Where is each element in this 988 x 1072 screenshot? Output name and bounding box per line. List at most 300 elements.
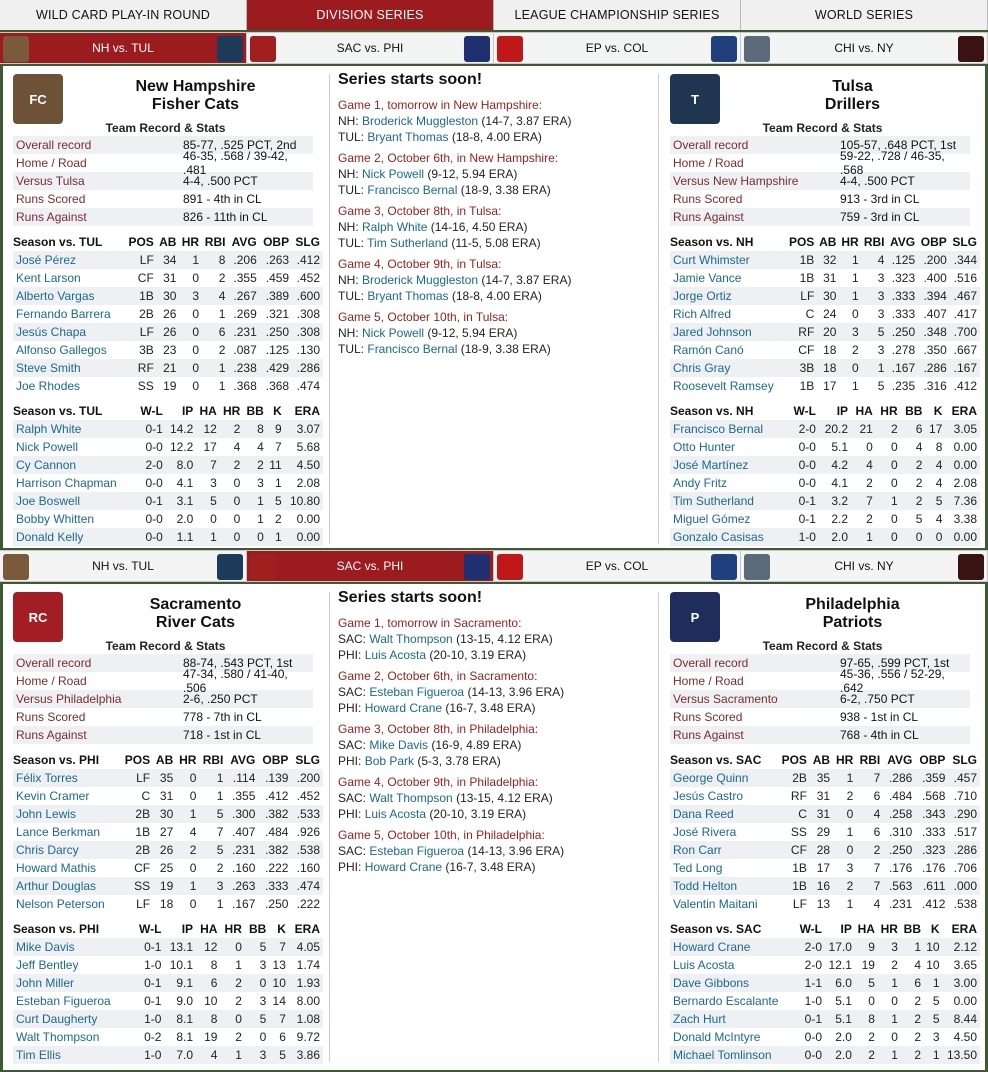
new-york-logo xyxy=(958,554,984,580)
starter-line xyxy=(338,182,638,198)
pitcher-row xyxy=(13,510,323,528)
game-title: Game 1, tomorrow in Sacramento: xyxy=(338,616,522,630)
stat-cell: 0 xyxy=(189,789,197,803)
pitcher-row xyxy=(13,992,323,1010)
player-name-link[interactable]: Dave Gibbons xyxy=(673,976,750,990)
stat-cell: 0 xyxy=(210,512,217,526)
player-name-link[interactable]: Michael Tomlinson xyxy=(673,1048,772,1062)
column-header: BB xyxy=(248,921,267,936)
starter-name-link[interactable]: Howard Crane xyxy=(364,860,443,874)
player-name-link[interactable]: Gonzalo Casisas xyxy=(673,530,764,544)
team-abbr: NH: xyxy=(338,220,359,234)
starter-name-link[interactable]: Bob Park xyxy=(364,754,415,768)
team-name xyxy=(720,78,985,114)
starter-name-link[interactable]: Walt Thompson xyxy=(369,632,453,646)
stat-cell: 35 xyxy=(816,771,831,785)
player-name-link[interactable]: Todd Helton xyxy=(673,879,738,893)
game-title: Game 4, October 9th, in Philadelphia: xyxy=(338,775,539,789)
column-header: K xyxy=(273,403,282,418)
stat-cell: 20 xyxy=(823,325,837,339)
stat-cell: 30 xyxy=(159,807,174,821)
player-name-link[interactable]: Andy Fritz xyxy=(673,476,728,490)
stat-cell: 17 xyxy=(816,861,831,875)
stat-cell: 12 xyxy=(204,940,218,954)
batter-row xyxy=(670,787,980,805)
stat-cell: .474 xyxy=(296,379,320,393)
player-name-link[interactable]: José Martínez xyxy=(673,458,749,472)
river-cats-logo xyxy=(250,36,276,62)
stat-cell: 0 xyxy=(235,940,242,954)
starter-name-link[interactable]: Bryant Thomas xyxy=(367,130,449,144)
player-name-link[interactable]: Nelson Peterson xyxy=(16,897,105,911)
player-name-link[interactable]: Kevin Cramer xyxy=(16,789,90,803)
stat-cell: .517 xyxy=(953,825,977,839)
stat-cell: 5 xyxy=(275,494,282,508)
stat-cell: 6 xyxy=(873,825,881,839)
starter-name-link[interactable]: Nick Powell xyxy=(362,167,425,181)
team-abbr: PHI: xyxy=(338,701,362,715)
player-name-link[interactable]: Nick Powell xyxy=(16,440,79,454)
stat-cell: RF xyxy=(798,325,815,339)
batter-row xyxy=(670,341,980,359)
starter-name-link[interactable]: Esteban Figueroa xyxy=(369,685,465,699)
player-name-link[interactable]: Cy Cannon xyxy=(16,458,77,472)
stat-cell: 4 xyxy=(189,825,197,839)
stat-cell: 1 xyxy=(216,771,224,785)
stat-cell: 1 xyxy=(210,530,217,544)
stat-cell: SS xyxy=(134,879,151,893)
player-name-link[interactable]: Steve Smith xyxy=(16,361,81,375)
stat-cell: 1 xyxy=(257,494,264,508)
player-name-link[interactable]: Jeff Bentley xyxy=(16,958,79,972)
player-name-link[interactable]: Ted Long xyxy=(673,861,723,875)
stat-cell: 0 xyxy=(192,271,200,285)
player-name-link[interactable]: Bernardo Escalante xyxy=(673,994,779,1008)
player-name-link[interactable]: Roosevelt Ramsey xyxy=(673,379,774,393)
record-row xyxy=(13,726,313,744)
stat-cell: 2 xyxy=(890,422,898,436)
stat-cell: 4 xyxy=(935,512,943,526)
batter-row xyxy=(670,269,980,287)
player-name-link[interactable]: Alberto Vargas xyxy=(16,289,95,303)
player-name-link[interactable]: Tim Ellis xyxy=(16,1048,61,1062)
player-name-link[interactable]: Donald McIntyre xyxy=(673,1030,761,1044)
stat-cell: 3.00 xyxy=(953,976,977,990)
player-name-link[interactable]: Bobby Whitten xyxy=(16,512,95,526)
stat-cell: .355 xyxy=(233,271,257,285)
stat-cell: .368 xyxy=(233,379,257,393)
matchup-chi-vs-ny[interactable] xyxy=(741,33,988,63)
player-name-link[interactable]: Kent Larson xyxy=(16,271,81,285)
record-value: 59-22, .728 / 46-35, .568 xyxy=(840,149,945,177)
stat-cell: 7 xyxy=(866,494,873,508)
stat-cell: .114 xyxy=(232,771,256,785)
column-header: OBP xyxy=(262,752,289,767)
game-block xyxy=(338,203,638,251)
table-header xyxy=(13,401,323,420)
starter-name-link[interactable]: Walt Thompson xyxy=(369,791,453,805)
column-header: HR xyxy=(880,921,898,936)
player-name-link[interactable]: Ralph White xyxy=(16,422,82,436)
stat-cell: 2 xyxy=(914,1030,922,1044)
stat-cell: .130 xyxy=(296,343,320,357)
starter-line xyxy=(338,647,638,663)
stat-cell: .538 xyxy=(953,897,977,911)
stat-cell: 0-0 xyxy=(145,512,163,526)
starter-name-link[interactable]: Howard Crane xyxy=(364,701,443,715)
player-name-link[interactable]: Harrison Chapman xyxy=(16,476,117,490)
game-block xyxy=(338,827,638,875)
matchup-label: EP vs. COL xyxy=(585,41,649,55)
record-value: 85-77, .525 PCT, 2nd xyxy=(183,138,297,152)
stat-cell: .394 xyxy=(923,289,947,303)
stat-cell: 13 xyxy=(272,958,286,972)
player-name-link[interactable]: Miguel Gómez xyxy=(673,512,751,526)
starter-name-link[interactable]: Broderick Muggleston xyxy=(362,273,479,287)
column-header: POS xyxy=(781,752,807,767)
player-name-link[interactable]: Dana Reed xyxy=(673,807,734,821)
record-row xyxy=(13,690,313,708)
stat-cell: 0-0 xyxy=(798,440,816,454)
starter-name-link[interactable]: Bryant Thomas xyxy=(367,289,449,303)
team-column-left xyxy=(3,66,328,548)
stat-cell: 0-0 xyxy=(804,1030,823,1044)
stat-cell: 1 xyxy=(235,958,242,972)
player-name-link[interactable]: Jamie Vance xyxy=(673,271,742,285)
stat-cell: .200 xyxy=(923,253,947,267)
player-name-link[interactable]: Tim Sutherland xyxy=(673,494,754,508)
starter-name-link[interactable]: Broderick Muggleston xyxy=(362,114,479,128)
player-name-link[interactable]: Alfonso Gallegos xyxy=(16,343,107,357)
player-name-link[interactable]: Walt Thompson xyxy=(16,1030,100,1044)
stat-cell: .417 xyxy=(953,307,977,321)
record-value: 4-4, .500 PCT xyxy=(183,174,258,188)
player-name-link[interactable]: Joe Rhodes xyxy=(16,379,81,393)
pitcher-row xyxy=(670,1028,980,1046)
column-header: HA xyxy=(857,921,875,936)
stat-cell: 0 xyxy=(189,861,197,875)
stat-cell: 2.08 xyxy=(296,476,320,490)
starter-record: (14-7, 3.87 ERA) xyxy=(481,273,572,287)
batter-row xyxy=(13,841,323,859)
starter-line xyxy=(338,113,638,129)
starter-name-link[interactable]: Nick Powell xyxy=(362,326,425,340)
player-name-link[interactable]: Howard Mathis xyxy=(16,861,97,875)
team-record-title: Team Record & Stats xyxy=(762,121,883,135)
stat-cell: 8 xyxy=(935,440,943,454)
stat-cell: 2 xyxy=(235,1030,242,1044)
drillers-logo xyxy=(217,554,243,580)
game-block xyxy=(338,668,638,716)
patriots-logo xyxy=(464,554,490,580)
pitcher-row xyxy=(13,438,323,456)
record-row xyxy=(13,667,313,695)
column-header: RBI xyxy=(202,752,224,767)
player-name-link[interactable]: Mike Davis xyxy=(16,940,75,954)
stat-cell: 2.08 xyxy=(953,476,977,490)
matchup-label: SAC vs. PHI xyxy=(336,559,404,573)
matchup-label: EP vs. COL xyxy=(585,559,649,573)
stat-cell: 3 xyxy=(846,861,854,875)
stat-cell: 2.2 xyxy=(831,512,849,526)
game-block xyxy=(338,97,638,145)
matchup-chi-vs-ny[interactable] xyxy=(741,551,988,581)
stat-cell: .267 xyxy=(233,289,257,303)
stat-cell: 3 xyxy=(259,994,267,1008)
stat-cell: LF xyxy=(139,325,154,339)
matchup-sac-vs-phi[interactable] xyxy=(247,551,494,581)
stat-cell: 0-0 xyxy=(145,476,163,490)
pitcher-row xyxy=(13,492,323,510)
stat-cell: .412 xyxy=(265,789,289,803)
column-header: OBP xyxy=(920,234,947,249)
starter-record: (18-9, 3.38 ERA) xyxy=(460,342,551,356)
stat-cell: 2 xyxy=(866,476,873,490)
column-header: SLG xyxy=(952,752,977,767)
stat-cell: 2 xyxy=(189,843,197,857)
stat-cell: 8.1 xyxy=(176,1012,194,1026)
player-name-link[interactable]: Jesús Chapa xyxy=(16,325,87,339)
player-name-link[interactable]: Joe Boswell xyxy=(16,494,81,508)
player-name-link[interactable]: Félix Torres xyxy=(16,771,78,785)
team-record-title: Team Record & Stats xyxy=(105,639,226,653)
stat-cell: 1 xyxy=(189,807,197,821)
stat-cell: 2 xyxy=(851,343,859,357)
player-name-link[interactable]: Ramón Canó xyxy=(673,343,744,357)
player-name-link[interactable]: Chris Gray xyxy=(673,361,731,375)
column-header: IP xyxy=(181,921,194,936)
player-name-link[interactable]: Otto Hunter xyxy=(673,440,736,454)
team-name xyxy=(63,78,328,114)
player-name-link[interactable]: John Miller xyxy=(16,976,75,990)
stat-cell: 9 xyxy=(868,940,875,954)
stat-cell: .412 xyxy=(296,253,320,267)
player-name-link[interactable]: Arthur Douglas xyxy=(16,879,97,893)
column-header: HR xyxy=(179,752,197,767)
stat-cell: 2 xyxy=(891,958,898,972)
matchup-ep-vs-col[interactable] xyxy=(494,33,741,63)
starter-line xyxy=(338,684,638,700)
series-heading: Series starts soon! xyxy=(338,71,483,88)
player-name-link[interactable]: Zach Hurt xyxy=(673,1012,726,1026)
stat-cell: 23 xyxy=(163,343,177,357)
starter-name-link[interactable]: Ralph White xyxy=(362,220,428,234)
stat-cell: 4 xyxy=(873,807,881,821)
record-label: Overall record xyxy=(673,656,749,670)
column-header: K xyxy=(930,921,940,936)
player-name-link[interactable]: José Rivera xyxy=(673,825,737,839)
stat-cell: .474 xyxy=(296,879,320,893)
starter-name-link[interactable]: Luis Acosta xyxy=(364,648,427,662)
stat-cell: 0 xyxy=(891,1030,898,1044)
player-name-link[interactable]: Jared Johnson xyxy=(673,325,752,339)
player-name-link[interactable]: Francisco Bernal xyxy=(673,422,764,436)
game-title: Game 2, October 6th, in New Hampshire: xyxy=(338,151,559,165)
stat-cell: 2 xyxy=(216,861,224,875)
stat-cell: 5 xyxy=(877,379,885,393)
stat-cell: 13.50 xyxy=(946,1048,977,1062)
stat-cell: .308 xyxy=(296,325,320,339)
player-name-link[interactable]: Chris Darcy xyxy=(16,843,79,857)
stat-cell: 0 xyxy=(233,530,241,544)
river-cats-logo xyxy=(250,554,276,580)
team-column-right xyxy=(660,584,985,1070)
game-title: Game 3, October 8th, in Tulsa: xyxy=(338,204,502,218)
team-abbr: SAC: xyxy=(338,738,367,752)
stat-cell: .087 xyxy=(233,343,257,357)
batter-row xyxy=(13,251,323,269)
record-row xyxy=(670,172,970,190)
stat-cell: 17 xyxy=(203,440,217,454)
starter-name-link[interactable]: Esteban Figueroa xyxy=(369,844,465,858)
matchup-ep-vs-col[interactable] xyxy=(494,551,741,581)
matchup-nh-vs-tul[interactable] xyxy=(0,33,247,63)
player-name-link[interactable]: Howard Crane xyxy=(673,940,751,954)
player-name-link[interactable]: Curt Daugherty xyxy=(16,1012,98,1026)
stat-cell: 12.1 xyxy=(828,958,852,972)
stat-cell: .484 xyxy=(888,789,913,803)
player-name-link[interactable]: Fernando Barrera xyxy=(16,307,111,321)
player-name-link[interactable]: Curt Whimster xyxy=(673,253,750,267)
column-header: HR xyxy=(224,921,242,936)
stat-cell: 1.74 xyxy=(296,958,320,972)
stat-cell: 16 xyxy=(816,879,831,893)
stat-cell: 1 xyxy=(275,476,282,490)
stat-cell: 0-0 xyxy=(798,458,816,472)
player-name-link[interactable]: Jesús Castro xyxy=(673,789,744,803)
stat-cell: 27 xyxy=(159,825,174,839)
record-row xyxy=(670,690,970,708)
stat-cell: 19 xyxy=(204,1030,218,1044)
team-record-title: Team Record & Stats xyxy=(762,639,883,653)
stat-cell: 26 xyxy=(159,843,174,857)
tab-division-series[interactable]: DIVISION SERIES xyxy=(247,0,494,30)
stat-cell: 0.00 xyxy=(953,458,977,472)
stat-cell: .167 xyxy=(232,897,256,911)
bat-stats-table xyxy=(13,750,323,913)
stat-cell: 3 xyxy=(877,289,885,303)
record-value: 46-35, .568 / 39-42, .481 xyxy=(183,149,288,177)
starter-name-link[interactable]: Francisco Bernal xyxy=(367,342,458,356)
stat-cell: 7 xyxy=(279,1012,286,1026)
starter-name-link[interactable]: Luis Acosta xyxy=(364,807,427,821)
stat-cell: 31 xyxy=(823,271,837,285)
starter-record: (16-7, 3.48 ERA) xyxy=(445,701,536,715)
stat-cell: 3.07 xyxy=(296,422,320,436)
column-header: K xyxy=(933,403,943,418)
pit-stats-table xyxy=(670,919,980,1064)
stat-cell: 20.2 xyxy=(824,422,849,436)
starter-name-link[interactable]: Mike Davis xyxy=(369,738,429,752)
tab-wild-card-play-in-round[interactable]: WILD CARD PLAY-IN ROUND xyxy=(0,0,247,30)
stat-cell: .231 xyxy=(888,897,913,911)
team-column-left xyxy=(3,584,328,1070)
player-name-link[interactable]: Esteban Figueroa xyxy=(16,994,111,1008)
starter-line xyxy=(338,843,638,859)
pitcher-row xyxy=(670,992,980,1010)
stat-cell: 1 xyxy=(216,789,224,803)
player-name-link[interactable]: George Quinn xyxy=(673,771,749,785)
player-name-link[interactable]: Luis Acosta xyxy=(673,958,735,972)
record-list xyxy=(13,136,313,226)
batter-row xyxy=(13,877,323,895)
column-header: AB xyxy=(819,234,837,249)
stat-cell: 1 xyxy=(932,1048,940,1062)
stat-cell: 1 xyxy=(851,289,859,303)
stat-cell: 4 xyxy=(866,458,873,472)
stat-cell: 4.1 xyxy=(831,476,849,490)
stat-cell: 21 xyxy=(859,422,873,436)
player-name-link[interactable]: Jorge Ortiz xyxy=(673,289,732,303)
matchup-sac-vs-phi[interactable] xyxy=(247,33,494,63)
pitcher-row xyxy=(670,528,980,546)
player-name-link[interactable]: Ron Carr xyxy=(673,843,722,857)
stat-cell: LF xyxy=(136,897,151,911)
player-name-link[interactable]: José Pérez xyxy=(16,253,77,267)
series-schedule xyxy=(338,71,638,362)
stat-cell: 0 xyxy=(868,994,875,1008)
matchup-nh-vs-tul[interactable] xyxy=(0,551,247,581)
player-name-link[interactable]: Valentin Maitani xyxy=(673,897,758,911)
record-list xyxy=(670,136,970,226)
stat-cell: 2-0 xyxy=(804,940,823,954)
matchup-label: NH vs. TUL xyxy=(92,559,154,573)
stat-cell: 13 xyxy=(816,897,831,911)
pitcher-row xyxy=(670,510,980,528)
stat-cell: 11 xyxy=(269,458,282,472)
patriots-logo xyxy=(464,36,490,62)
stat-cell: .484 xyxy=(265,825,289,839)
player-name-link[interactable]: Rich Alfred xyxy=(673,307,732,321)
stat-cell: .350 xyxy=(923,343,947,357)
stat-cell: .167 xyxy=(891,361,916,375)
starter-record: (20-10, 3.19 ERA) xyxy=(429,648,527,662)
player-name-link[interactable]: John Lewis xyxy=(16,807,77,821)
stat-cell: .310 xyxy=(888,825,913,839)
pitcher-row xyxy=(13,420,323,438)
stat-cell: .321 xyxy=(265,307,290,321)
record-value: 759 - 3rd in CL xyxy=(840,210,920,224)
stat-cell: 6 xyxy=(210,976,218,990)
player-name-link[interactable]: Lance Berkman xyxy=(16,825,101,839)
starter-record: (13-15, 4.12 ERA) xyxy=(456,632,553,646)
stat-cell: 2 xyxy=(915,494,923,508)
stat-cell: .286 xyxy=(953,843,977,857)
columbus-logo xyxy=(711,36,737,62)
stat-cell: .300 xyxy=(232,807,256,821)
stat-cell: LF xyxy=(792,897,807,911)
divider xyxy=(658,592,659,1062)
tab-world-series[interactable]: WORLD SERIES xyxy=(741,0,988,30)
stat-cell: 3B xyxy=(799,361,815,375)
stat-cell: .125 xyxy=(891,253,916,267)
stat-cell: 1 xyxy=(218,307,226,321)
starter-name-link[interactable]: Francisco Bernal xyxy=(367,183,458,197)
stat-cell: 1B xyxy=(799,271,815,285)
pitcher-row xyxy=(670,1046,980,1064)
record-label: Overall record xyxy=(673,138,749,152)
column-header: W-L xyxy=(793,403,816,418)
stat-cell: 1 xyxy=(851,253,859,267)
stat-cell: 10.1 xyxy=(169,958,194,972)
starter-name-link[interactable]: Tim Sutherland xyxy=(367,236,449,250)
player-name-link[interactable]: Donald Kelly xyxy=(16,530,84,544)
stat-cell: 2 xyxy=(914,994,922,1008)
record-label: Overall record xyxy=(16,138,92,152)
stat-cell: 5.68 xyxy=(296,440,320,454)
stat-cell: .222 xyxy=(296,897,320,911)
tab-league-championship-series[interactable]: LEAGUE CHAMPIONSHIP SERIES xyxy=(494,0,741,30)
